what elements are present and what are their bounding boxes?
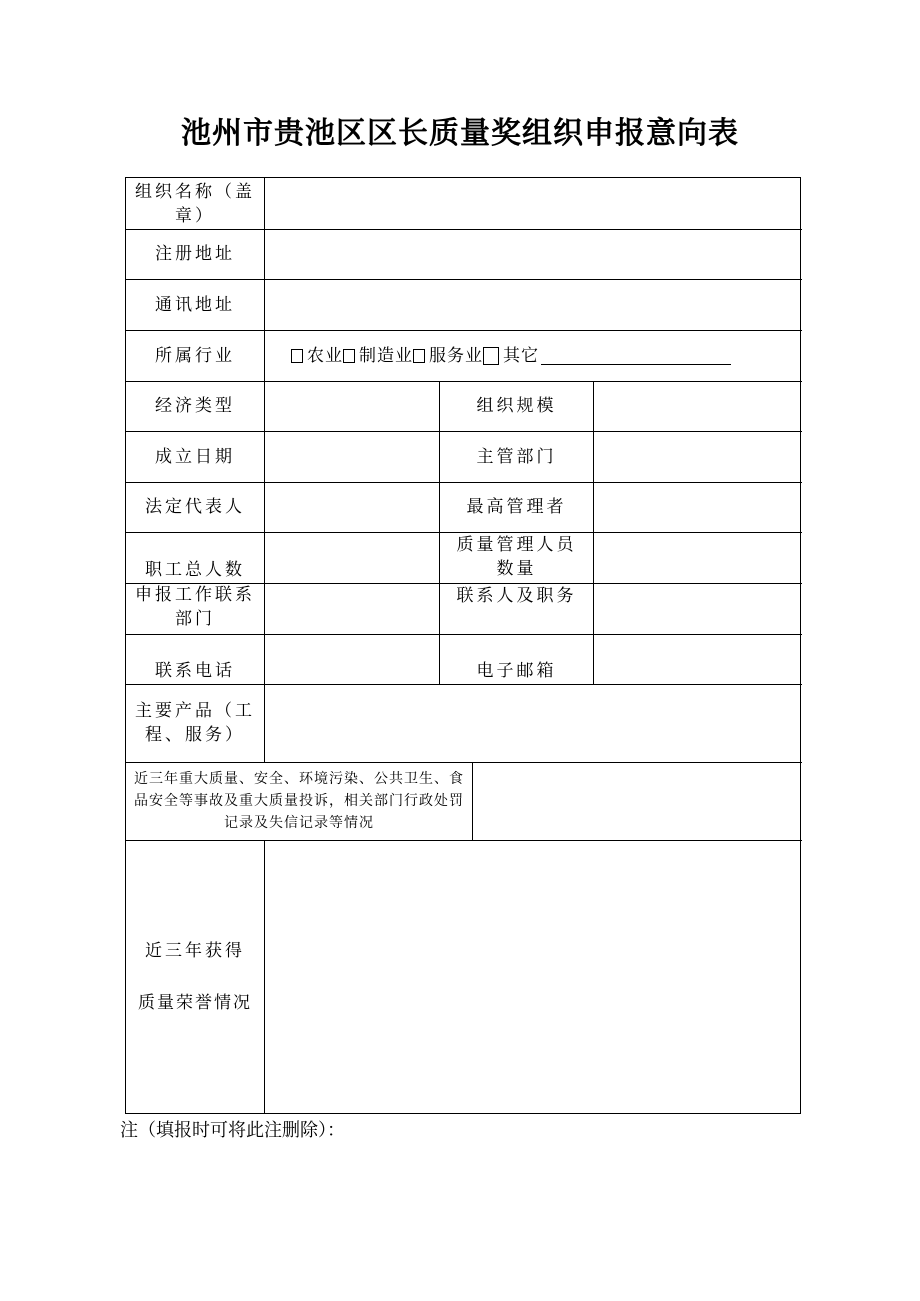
label-honors: 近三年获得 质量荣誉情况 — [138, 941, 252, 1013]
label-supervisor: 主管部门 — [476, 446, 557, 467]
industry-option-other[interactable]: 其它 — [483, 344, 731, 368]
label-contact-person: 联系人及职务 — [456, 586, 577, 606]
label-mail-address: 通讯地址 — [155, 294, 235, 315]
note: 注（填报时可将此注删除）： — [120, 1120, 345, 1141]
input-top-manager[interactable] — [594, 482, 802, 532]
label-quality-staff: 质量管理人员数量 — [456, 535, 577, 579]
industry-option-agriculture[interactable]: 农业 — [291, 344, 343, 368]
input-org-scale[interactable] — [594, 381, 802, 431]
label-top-manager: 最高管理者 — [466, 497, 567, 517]
input-honors[interactable] — [265, 840, 802, 1114]
input-contact-person[interactable] — [594, 583, 802, 634]
industry-options — [265, 330, 802, 381]
label-reg-address: 注册地址 — [155, 244, 235, 264]
label-org-name: 组织名称（盖章） — [135, 181, 255, 226]
input-econ-type[interactable] — [265, 381, 439, 431]
other-industry-blank[interactable] — [541, 346, 731, 365]
industry-option-service[interactable]: 服务业 — [413, 344, 483, 368]
input-legal-rep[interactable] — [265, 482, 439, 532]
label-phone: 联系电话 — [155, 661, 235, 681]
label-org-scale: 组织规模 — [476, 396, 557, 416]
label-econ-type: 经济类型 — [155, 396, 235, 416]
label-legal-rep: 法定代表人 — [145, 497, 245, 517]
checkbox-icon[interactable] — [413, 349, 425, 363]
input-phone[interactable] — [265, 634, 439, 684]
input-email[interactable] — [594, 634, 802, 684]
page-title: 池州市贵池区区长质量奖组织申报意向表 — [181, 116, 739, 151]
checkbox-icon[interactable] — [343, 349, 355, 363]
input-contact-dept[interactable] — [265, 583, 439, 634]
label-found-date: 成立日期 — [155, 446, 235, 467]
label-total-staff: 职工总人数 — [145, 560, 245, 580]
input-incidents[interactable] — [473, 762, 802, 840]
input-main-products[interactable] — [265, 684, 802, 762]
industry-option-manufacturing[interactable]: 制造业 — [343, 344, 413, 368]
input-quality-staff[interactable] — [594, 532, 802, 583]
input-org-name[interactable] — [265, 178, 802, 229]
input-total-staff[interactable] — [265, 532, 439, 583]
label-industry: 所属行业 — [155, 345, 235, 366]
label-incidents: 近三年重大质量、安全、环境污染、公共卫生、食品安全等事故及重大质量投诉，相关部门行政处罚记录及失信记录等情况 — [134, 771, 464, 831]
label-contact-dept: 申报工作联系部门 — [135, 585, 255, 629]
checkbox-icon[interactable] — [291, 349, 303, 363]
label-main-products: 主要产品（工程、服务） — [135, 701, 255, 745]
label-email: 电子邮箱 — [476, 661, 557, 681]
input-mail-address[interactable] — [265, 279, 802, 330]
checkbox-icon[interactable] — [483, 347, 499, 365]
input-reg-address[interactable] — [265, 229, 802, 279]
input-found-date[interactable] — [265, 431, 439, 482]
application-form — [125, 177, 801, 1114]
input-supervisor[interactable] — [594, 431, 802, 482]
